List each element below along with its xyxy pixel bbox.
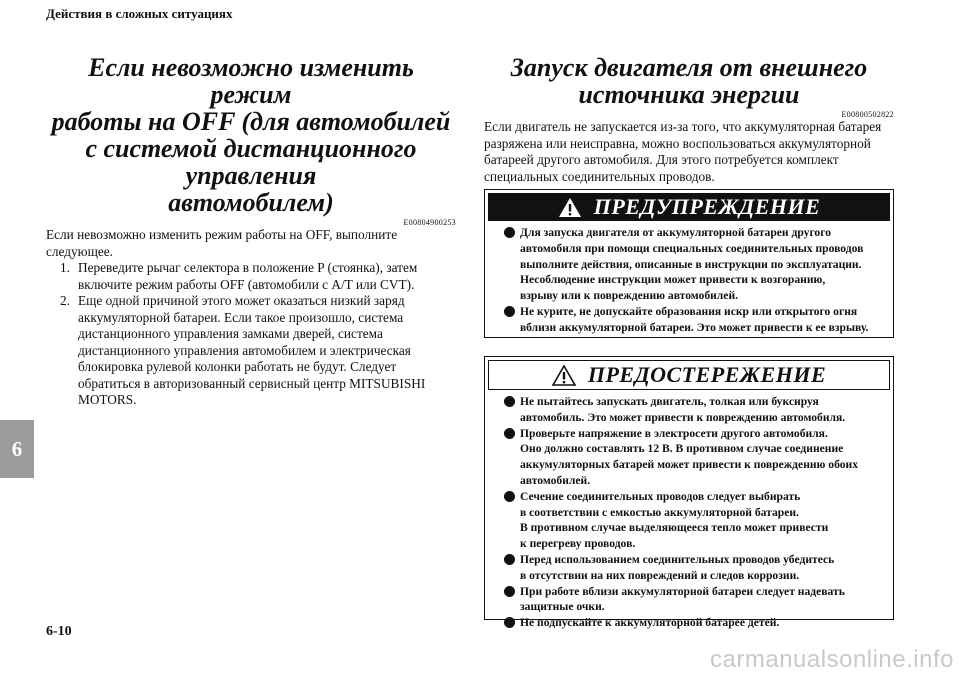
text-line: взрыву или к повреждению автомобилей. xyxy=(520,289,739,303)
caution-header xyxy=(488,360,890,390)
warning-list xyxy=(485,225,893,336)
text-line: включите режим работы OFF (автомобили с A/T или CVT). xyxy=(78,276,415,292)
text-line: Если невозможно изменить режим работы на OFF, выполните xyxy=(46,227,398,242)
bullet-icon xyxy=(504,491,515,502)
step-number: 1. xyxy=(60,260,70,275)
text-line: В противном случае выделяющееся тепло может привести xyxy=(520,521,829,535)
bullet-icon xyxy=(504,586,515,597)
text-line: Если двигатель не запускается из-за того, что аккумуляторная батарея xyxy=(484,119,882,134)
bullet-icon xyxy=(504,396,515,407)
text-line: в соответствии с емкостью аккумуляторной батареи. xyxy=(520,505,799,519)
list-item xyxy=(485,489,887,552)
text-line: разряжена или неисправна, можно воспользоваться аккумуляторной xyxy=(484,135,871,151)
right-section xyxy=(484,54,894,185)
text-line: выполните действия, описанные в инструкции по эксплуатации. xyxy=(520,257,862,271)
bullet-icon xyxy=(504,428,515,439)
list-item xyxy=(485,225,887,304)
text-line: обратиться в авторизованный сервисный центр MITSUBISHI xyxy=(78,375,426,391)
page-number: 6-10 xyxy=(46,624,72,639)
steps-list xyxy=(46,260,456,409)
text-line: Перед использованием соединительных проводов убедитесь xyxy=(520,552,835,566)
step-item xyxy=(46,260,456,293)
bullet-icon xyxy=(504,227,515,238)
title-line: Запуск двигателя от внешнего xyxy=(510,53,868,82)
bullet-icon xyxy=(504,554,515,565)
section-title-jump-start xyxy=(484,54,894,108)
text-line: батареей другого автомобиля. Для этого потребуется комплект xyxy=(484,152,839,167)
watermark: carmanualsonline.info xyxy=(710,646,954,673)
list-item xyxy=(485,615,887,631)
section-title-off-mode xyxy=(46,54,456,216)
text-line: Не пытайтесь запускать двигатель, толкая или буксируя xyxy=(520,395,819,408)
text-line: вблизи аккумуляторной батареи. Это может привести к ее взрыву. xyxy=(520,320,869,334)
bullet-icon xyxy=(504,306,515,317)
text-line: автомобиля при помощи специальных соединительных проводов xyxy=(520,241,864,255)
chapter-tab: 6 xyxy=(0,420,34,478)
caution-label: ПРЕДОСТЕРЕЖЕНИЕ xyxy=(587,362,827,387)
intro-text xyxy=(484,119,894,185)
text-line: Проверьте напряжение в электросети другого автомобиля. xyxy=(520,426,828,440)
text-line: Сечение соединительных проводов следует выбирать xyxy=(520,489,801,503)
warning-triangle-icon xyxy=(552,365,576,386)
text-line: блокировка рулевой колонки работать не будут. Следует xyxy=(78,359,397,374)
text-line: дистанционного управления замками дверей, система xyxy=(78,326,383,341)
section-code: E00804900253 xyxy=(403,218,456,227)
bullet-icon xyxy=(504,617,515,628)
left-section xyxy=(46,54,456,409)
text-line: Не подпускайте к аккумуляторной батарее детей. xyxy=(520,616,780,630)
list-item xyxy=(485,584,887,616)
title-line: работы на OFF (для автомобилей xyxy=(51,107,451,136)
text-line: Переведите рычаг селектора в положение P (стоянка), затем xyxy=(78,260,418,275)
text-line: Не курите, не допускайте образования искр или открытого огня xyxy=(520,304,858,318)
text-line: Еще одной причиной этого может оказаться низкий заряд xyxy=(78,293,405,308)
intro-text xyxy=(46,227,456,260)
title-line: с системой дистанционного управления xyxy=(85,134,417,190)
title-line: Если невозможно изменить режим xyxy=(88,53,414,109)
text-line: дистанционного управления автомобилем и электрическая xyxy=(78,342,411,358)
text-line: автомобиль. Это может привести к повреждению автомобиля. xyxy=(520,410,846,424)
title-line: автомобилем) xyxy=(168,188,334,217)
text-line: к перегреву проводов. xyxy=(520,537,636,551)
text-line: Для запуска двигателя от аккумуляторной батареи другого xyxy=(520,226,832,239)
warning-box xyxy=(484,189,894,338)
text-line: аккумуляторных батарей может привести к повреждению обоих xyxy=(520,458,859,472)
step-number: 2. xyxy=(60,293,70,308)
step-item xyxy=(46,293,456,409)
list-item xyxy=(485,426,887,489)
text-line: Оно должно составлять 12 В. В противном случае соединение xyxy=(520,442,844,456)
caution-box xyxy=(484,356,894,630)
title-line: источника энергии xyxy=(578,80,800,109)
text-line: Несоблюдение инструкции может привести к возгоранию, xyxy=(520,273,826,287)
text-line: При работе вблизи аккумуляторной батареи следует надевать xyxy=(520,584,845,598)
text-line: следующее. xyxy=(46,243,113,259)
chapter-header: Действия в сложных ситуациях xyxy=(46,6,233,21)
list-item xyxy=(485,304,887,336)
warning-label: ПРЕДУПРЕЖДЕНИЕ xyxy=(593,194,821,219)
warning-header xyxy=(488,193,890,221)
text-line: MOTORS. xyxy=(78,392,137,407)
warning-triangle-icon xyxy=(558,197,582,218)
list-item xyxy=(485,552,887,584)
text-line: защитные очки. xyxy=(520,600,605,614)
text-line: в отсутствии на них повреждений и следов коррозии. xyxy=(520,568,800,582)
caution-list xyxy=(485,394,893,631)
list-item xyxy=(485,394,887,426)
text-line: специальных соединительных проводов. xyxy=(484,168,715,184)
text-line: аккумуляторной батареи. Если такое произошло, система xyxy=(78,309,404,325)
section-code: E00800502822 xyxy=(841,110,894,119)
text-line: автомобилей. xyxy=(520,473,591,487)
